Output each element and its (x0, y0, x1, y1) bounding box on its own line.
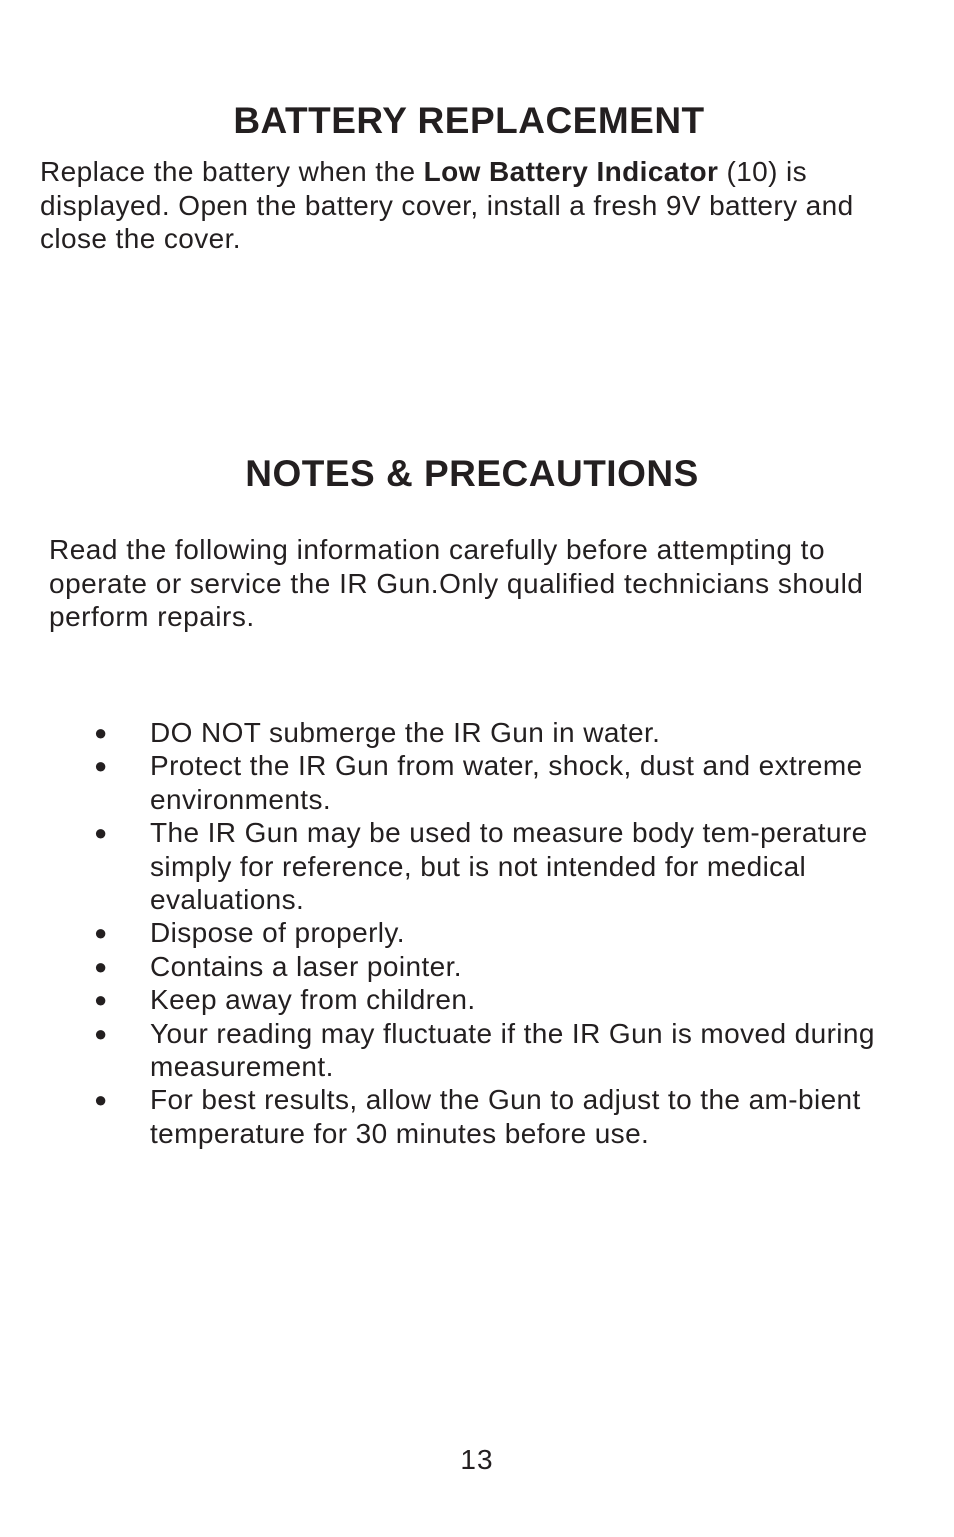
list-item-text: Keep away from children. (150, 984, 476, 1016)
list-item (0, 1083, 954, 1150)
list-item-text: The IR Gun may be used to measure body tem-perature simply for reference, but is not intended for medical evaluations. (150, 817, 868, 916)
bullet-icon: ● (94, 953, 108, 979)
battery-text-before: Replace the battery when the (40, 156, 424, 187)
list-item-text: Your reading may fluctuate if the IR Gun is moved during measurement. (150, 1017, 875, 1083)
precautions-list (0, 716, 954, 1150)
list-item-text: Contains a laser pointer. (150, 950, 462, 982)
list-item (0, 950, 954, 983)
list-item-text: Dispose of properly. (150, 917, 405, 949)
bullet-icon: ● (94, 1020, 108, 1046)
list-item-text: Protect the IR Gun from water, shock, dust and extreme environments. (150, 750, 863, 815)
notes-intro-paragraph: Read the following information carefully before attempting to operate or service the IR Gun.Only qualified technicians should perform repairs. (49, 534, 864, 632)
bullet-icon: ● (94, 987, 108, 1013)
battery-replacement-paragraph (40, 155, 920, 256)
list-item (0, 749, 954, 816)
notes-precautions-heading: NOTES & PRECAUTIONS (245, 453, 699, 494)
bullet-icon: ● (94, 1087, 108, 1113)
list-item (0, 816, 954, 916)
page-number: 13 (460, 1444, 494, 1475)
bullet-icon: ● (94, 720, 108, 745)
list-item (0, 716, 954, 749)
list-item (0, 1017, 954, 1084)
bullet-icon: ● (94, 920, 108, 946)
battery-text-after: (10) is displayed. Open the battery cover, install a fresh 9V battery and close the cover. (40, 156, 854, 254)
low-battery-indicator-label: Low Battery Indicator (423, 156, 719, 187)
list-item (0, 916, 954, 949)
list-item-text: For best results, allow the Gun to adjust to the am-bient temperature for 30 minutes before use. (150, 1084, 861, 1149)
list-item (0, 983, 954, 1016)
bullet-icon: ● (94, 753, 108, 779)
list-item-text: DO NOT submerge the IR Gun in water. (150, 717, 661, 748)
battery-replacement-heading: BATTERY REPLACEMENT (233, 100, 705, 141)
bullet-icon: ● (94, 820, 108, 846)
